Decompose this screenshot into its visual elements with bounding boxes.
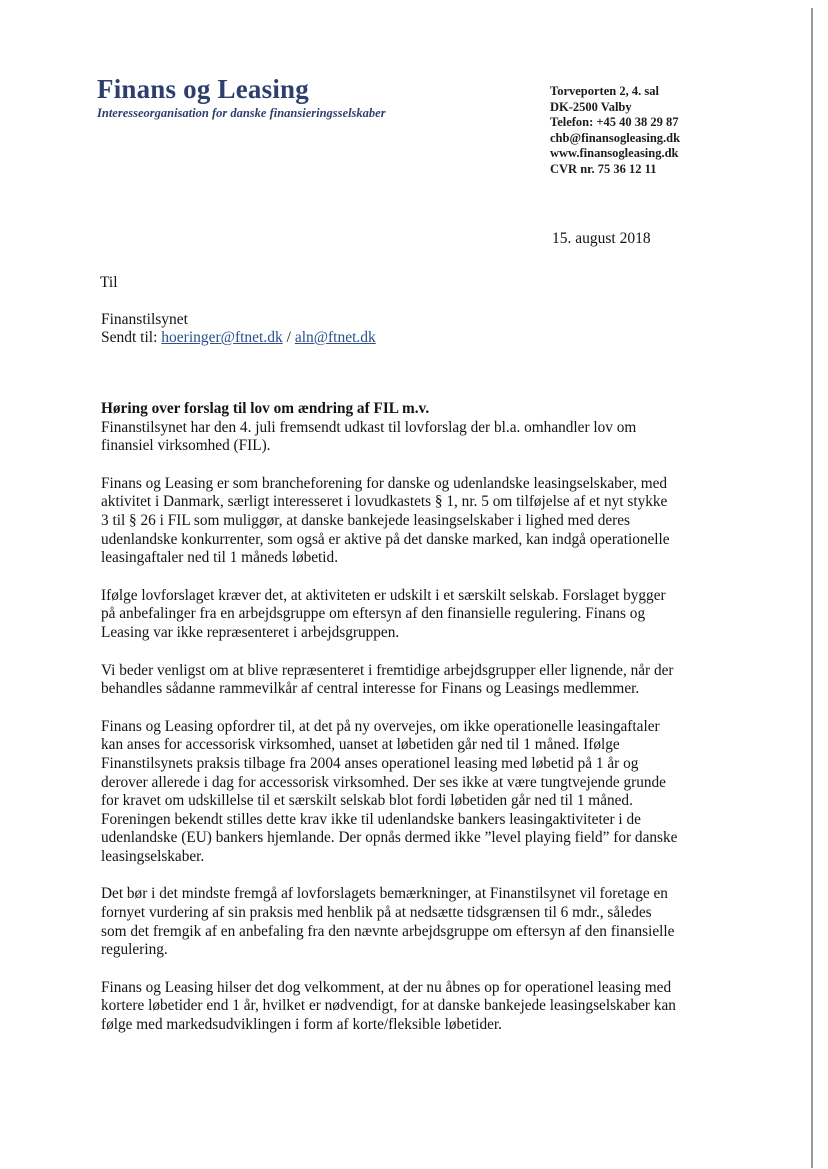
- website: www.finansogleasing.dk: [550, 146, 679, 161]
- paragraph-6: [101, 885, 721, 959]
- paragraph-line: finansiel virksomhed (FIL).: [101, 437, 271, 455]
- paragraph-7: [101, 979, 721, 1035]
- paragraph-line: regulering.: [101, 941, 168, 959]
- scan-edge-line: [811, 8, 813, 1168]
- paragraph-line: kan anses for accessorisk virksomhed, uanset at løbetiden går ned til 1 måned. Ifølge: [101, 736, 620, 754]
- paragraph-line: Leasing var ikke repræsenteret i arbejdsgruppen.: [101, 623, 400, 641]
- recipient-name: Finanstilsynet: [101, 311, 188, 328]
- letter-body: [101, 400, 721, 1035]
- email: chb@finansogleasing.dk: [550, 130, 681, 145]
- paragraph-line: Finans og Leasing opfordrer til, at det på ny overvejes, om ikke operationelle leasingaftaler: [101, 717, 660, 735]
- paragraph-1: [101, 419, 721, 456]
- to-label: Til: [100, 274, 118, 291]
- letter-date: 15. august 2018: [552, 230, 651, 247]
- recipient-block: [101, 311, 376, 347]
- paragraph-line: for kravet om udskillelse til et særskilt selskab blot fordi løbetiden går ned til 1 måned.: [101, 792, 633, 810]
- cvr-number: CVR nr. 75 36 12 11: [550, 161, 657, 176]
- paragraph-line: Finanstilsynet har den 4. juli fremsendt udkast til lovforslag der bl.a. omhandler lov om: [101, 418, 637, 436]
- paragraph-line: leasingaftaler ned til 1 måneds løbetid.: [101, 549, 339, 567]
- paragraph-2: [101, 475, 721, 568]
- paragraph-line: leasingselskaber.: [101, 847, 205, 865]
- contact-block: [550, 84, 680, 178]
- sent-to-label: Sendt til:: [101, 329, 162, 346]
- letter-subject: Høring over forslag til lov om ændring af FIL m.v.: [101, 400, 430, 417]
- paragraph-5: [101, 718, 721, 867]
- paragraph-line: derover allerede i dag for accessorisk virksomhed. Der ses ikke at være tungtvejende grunde: [101, 773, 666, 791]
- recipient-email-link-2[interactable]: aln@ftnet.dk: [294, 329, 376, 346]
- paragraph-line: kortere løbetider end 1 år, hvilket er nødvendigt, for at danske bankejede leasingselskaber kan: [101, 997, 676, 1015]
- paragraph-line: Foreningen bekendt stilles dette krav ikke til udenlandske bankers leasingaktiviteter i de: [101, 810, 641, 828]
- paragraph-line: udenlandske (EU) bankers hjemlande. Der opnås dermed ikke ”level playing field” for danske: [101, 829, 678, 847]
- paragraph-line: udenlandske konkurrenter, som også er aktive på det danske marked, kan indgå operationelle: [101, 530, 670, 548]
- paragraph-line: Finanstilsynets praksis tilbage fra 2004 anses operationel leasing med løbetid på 1 år og: [101, 754, 639, 772]
- paragraph-line: aktivitet i Danmark, særligt interesseret i lovudkastets § 1, nr. 5 om tilføjelse af et nyt stykke: [101, 493, 668, 511]
- paragraph-line: 3 til § 26 i FIL som muliggør, at danske bankejede leasingselskaber i lighed med deres: [101, 511, 630, 529]
- address-city: DK-2500 Valby: [550, 99, 632, 114]
- paragraph-3: [101, 587, 721, 643]
- org-name: Finans og Leasing: [97, 74, 309, 104]
- paragraph-line: følge med markedsudviklingen i form af korte/fleksible løbetider.: [101, 1016, 503, 1034]
- paragraph-line: Finans og Leasing er som brancheforening for danske og udenlandske leasingselskaber, med: [101, 474, 668, 492]
- paragraph-line: Det bør i det mindste fremgå af lovforslagets bemærkninger, at Finanstilsynet vil foretage en: [101, 885, 668, 903]
- paragraph-line: behandles sådanne rammevilkår af central interesse for Finans og Leasings medlemmer.: [101, 680, 640, 698]
- email-separator: /: [282, 329, 295, 346]
- paragraph-line: fornyet vurdering af sin praksis med henblik på at nedsætte tidsgrænsen til 6 mdr., således: [101, 904, 652, 922]
- address-street: Torveporten 2, 4. sal: [550, 84, 659, 98]
- paragraph-line: på anbefalinger fra en arbejdsgruppe om eftersyn af den finansielle regulering. Finans og: [101, 605, 646, 623]
- phone: Telefon: +45 40 38 29 87: [550, 115, 679, 130]
- org-tagline: Interesseorganisation for danske finansieringsselskaber: [97, 106, 386, 120]
- paragraph-line: Vi beder venligst om at blive repræsenteret i fremtidige arbejdsgrupper eller lignende, når der: [101, 661, 674, 679]
- paragraph-line: Finans og Leasing hilser det dog velkomment, at der nu åbnes op for operationel leasing med: [101, 978, 672, 996]
- paragraph-line: Ifølge lovforslaget kræver det, at aktiviteten er udskilt i et særskilt selskab. Forslaget bygger: [101, 586, 666, 604]
- sent-to-line: [101, 329, 376, 347]
- paragraph-4: [101, 662, 721, 699]
- paragraph-line: som det fremgik af en anbefaling fra den nævnte arbejdsgruppe om eftersyn af den finansielle: [101, 922, 675, 940]
- recipient-email-link-1[interactable]: hoeringer@ftnet.dk: [161, 329, 283, 346]
